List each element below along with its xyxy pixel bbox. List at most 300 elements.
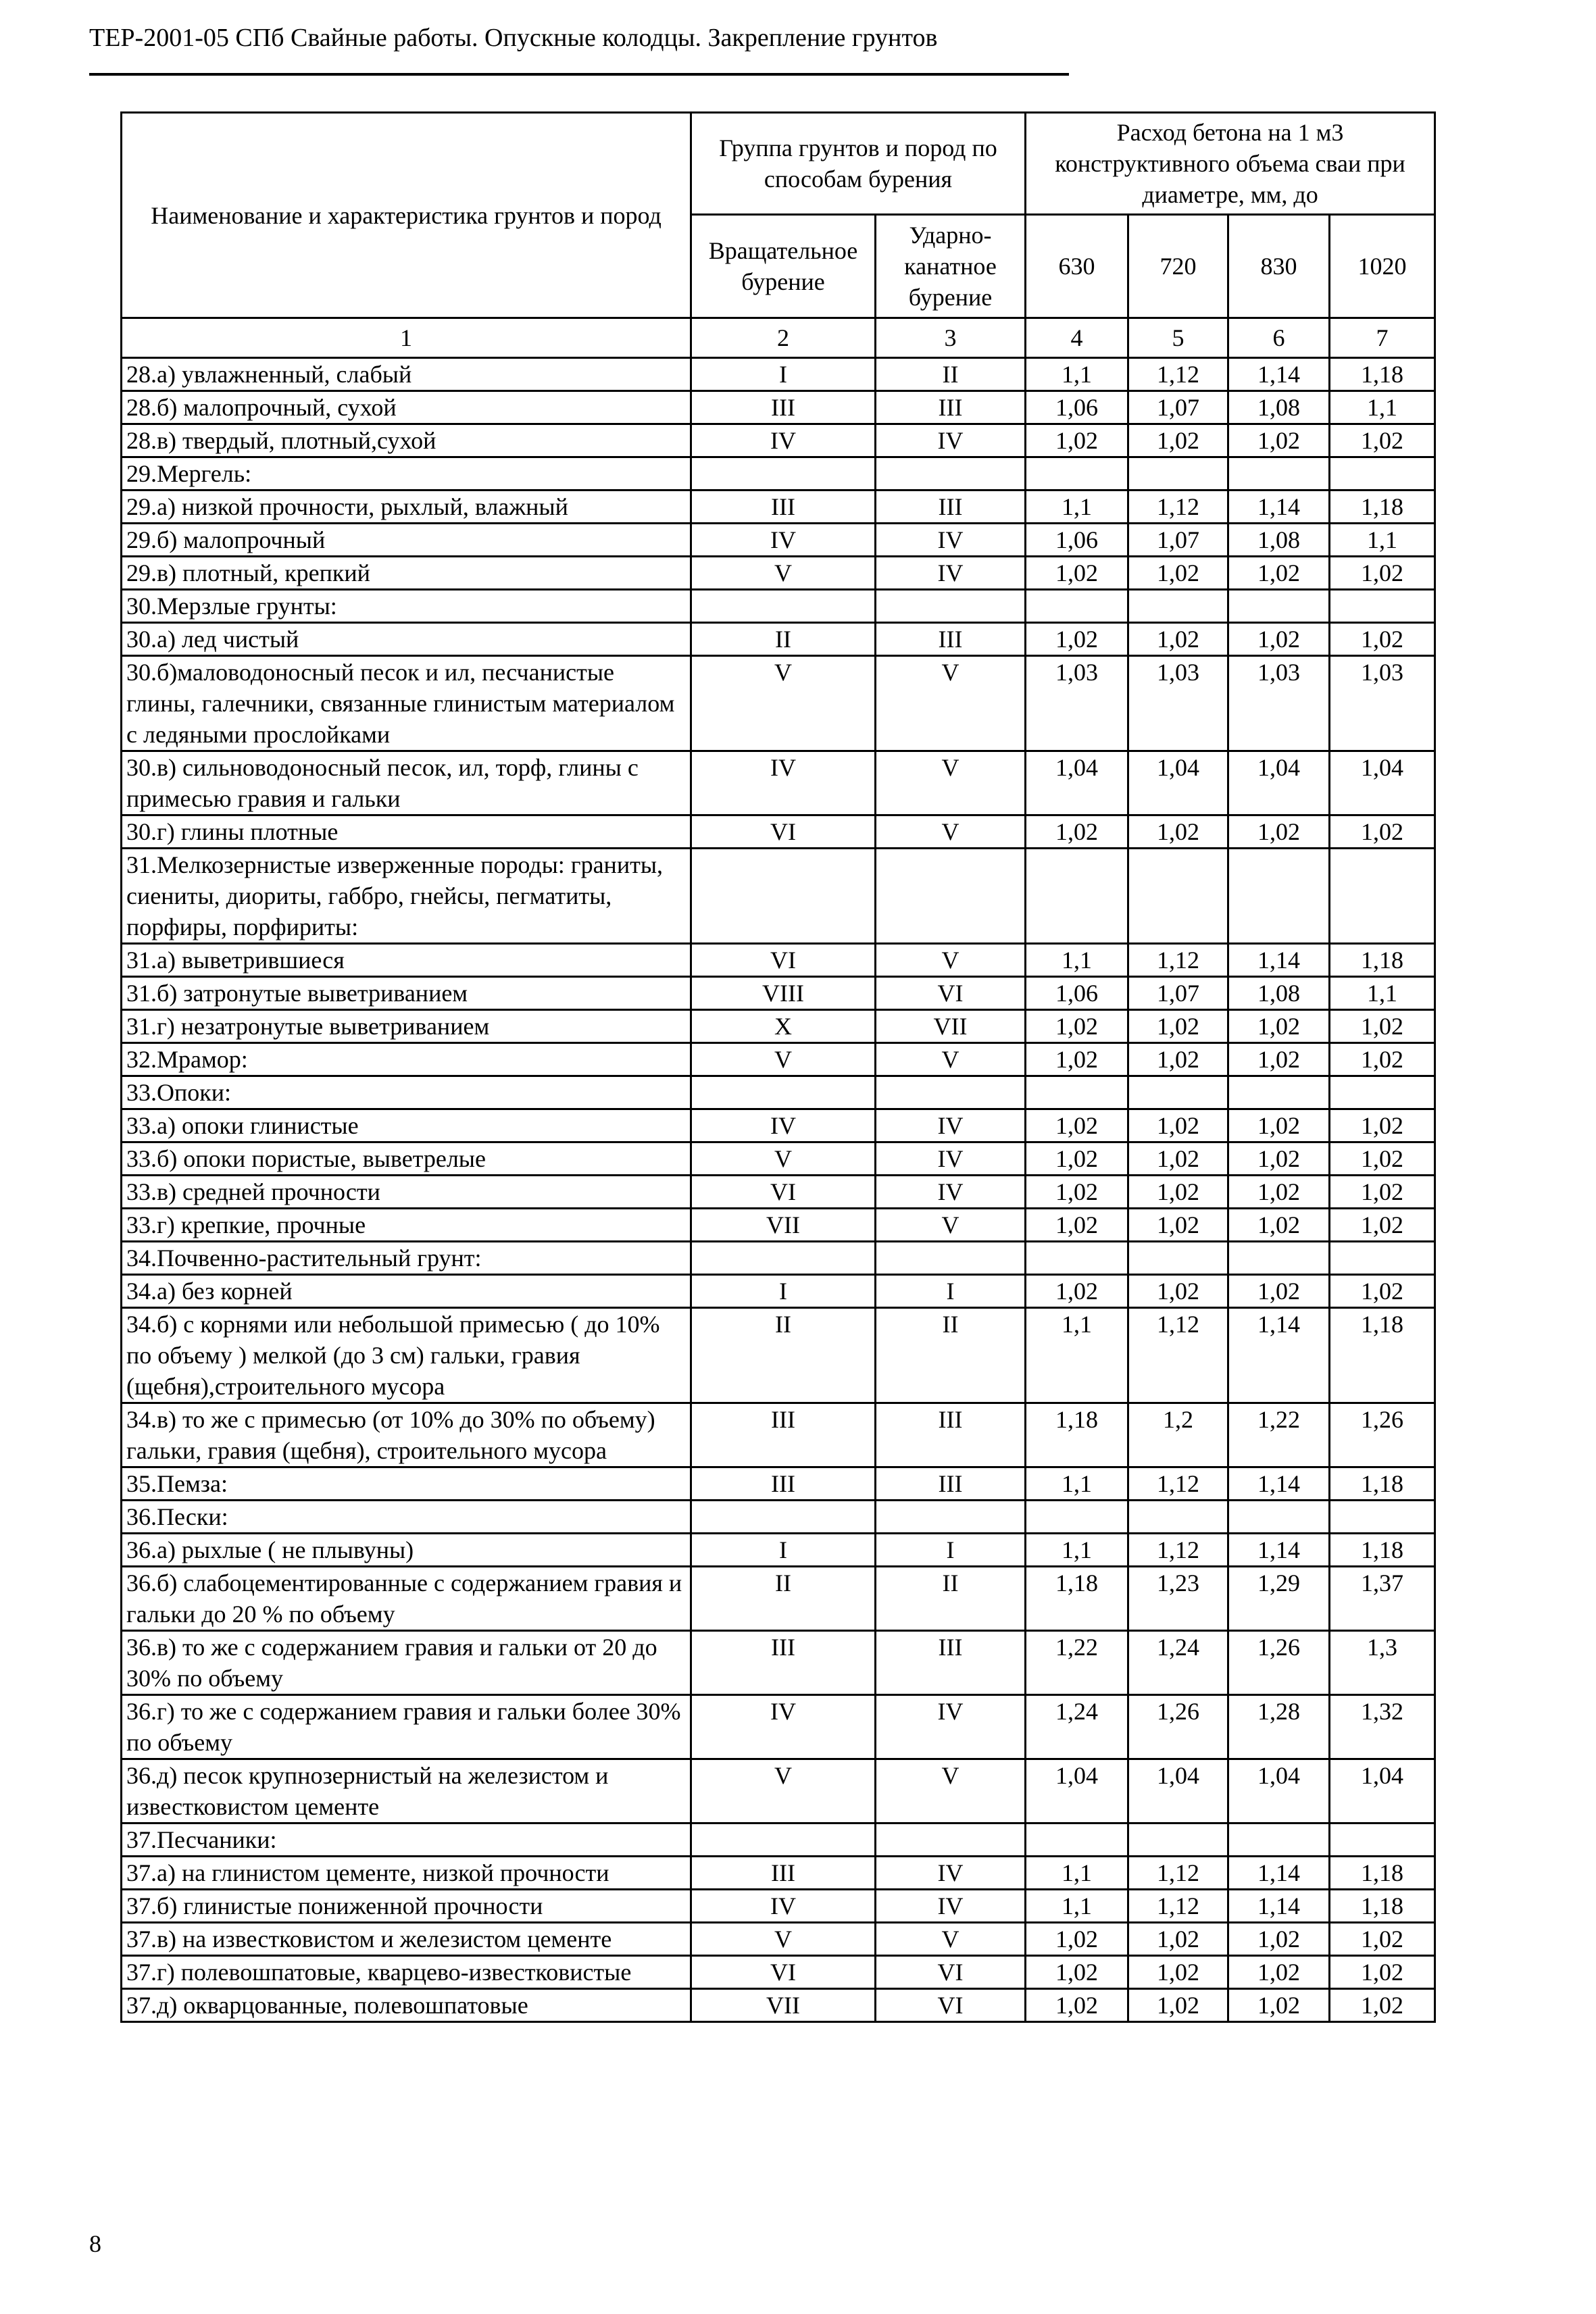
- soil-name-cell: 33.б) опоки пористые, выветрелые: [122, 1142, 691, 1176]
- percussion-group-cell: V: [876, 1043, 1026, 1076]
- table-row: [122, 491, 1435, 524]
- d1020-cell: 1,18: [1330, 1308, 1435, 1403]
- d830-cell: 1,02: [1228, 1142, 1330, 1176]
- d830-cell: 1,02: [1228, 623, 1330, 656]
- soil-name-cell: 36.в) то же с содержанием гравия и гальки от 20 до 30% по объему: [122, 1631, 691, 1695]
- d1020-cell: 1,02: [1330, 1176, 1435, 1209]
- percussion-group-cell: IV: [876, 1857, 1026, 1890]
- d720-cell: 1,23: [1128, 1567, 1228, 1631]
- soil-name-cell: 31.Мелкозернистые изверженные породы: граниты, сиениты, диориты, габбро, гнейсы, пегматиты, порфиры, порфириты:: [122, 849, 691, 944]
- percussion-group-cell: IV: [876, 557, 1026, 590]
- d830-cell: 1,14: [1228, 358, 1330, 391]
- d1020-cell: 1,02: [1330, 1956, 1435, 1989]
- percussion-group-cell: III: [876, 391, 1026, 424]
- rotary-group-cell: IV: [691, 751, 876, 815]
- d720-cell: 1,03: [1128, 656, 1228, 751]
- d720-cell: 1,02: [1128, 815, 1228, 849]
- d830-cell: 1,02: [1228, 1923, 1330, 1956]
- rotary-group-cell: III: [691, 1467, 876, 1501]
- percussion-group-cell: IV: [876, 424, 1026, 457]
- percussion-group-cell: V: [876, 1759, 1026, 1823]
- d630-cell: 1,02: [1026, 815, 1128, 849]
- percussion-group-cell: V: [876, 751, 1026, 815]
- d630-cell: 1,02: [1026, 424, 1128, 457]
- soil-name-cell: 36.Пески:: [122, 1501, 691, 1534]
- rotary-group-cell: [691, 1076, 876, 1109]
- rotary-group-cell: V: [691, 1043, 876, 1076]
- rotary-group-cell: [691, 1242, 876, 1275]
- d1020-cell: 1,02: [1330, 557, 1435, 590]
- d720-cell: 1,02: [1128, 1989, 1228, 2022]
- d630-cell: 1,02: [1026, 1275, 1128, 1308]
- percussion-group-cell: [876, 849, 1026, 944]
- d830-cell: [1228, 590, 1330, 623]
- table-row: [122, 358, 1435, 391]
- rotary-group-cell: IV: [691, 524, 876, 557]
- d1020-cell: 1,26: [1330, 1403, 1435, 1467]
- d630-cell: 1,02: [1026, 1142, 1128, 1176]
- d830-cell: 1,14: [1228, 1857, 1330, 1890]
- rotary-group-cell: II: [691, 1308, 876, 1403]
- percussion-group-cell: III: [876, 1403, 1026, 1467]
- d830-cell: 1,14: [1228, 1308, 1330, 1403]
- d630-cell: [1026, 1823, 1128, 1857]
- rotary-group-cell: IV: [691, 1109, 876, 1142]
- d720-cell: 1,02: [1128, 1142, 1228, 1176]
- d1020-cell: 1,18: [1330, 1534, 1435, 1567]
- table-row: [122, 751, 1435, 815]
- soil-name-cell: 30.а) лед чистый: [122, 623, 691, 656]
- rotary-group-cell: X: [691, 1010, 876, 1043]
- table-row: [122, 457, 1435, 491]
- d720-cell: 1,02: [1128, 424, 1228, 457]
- rotary-group-cell: IV: [691, 424, 876, 457]
- d720-cell: 1,02: [1128, 1043, 1228, 1076]
- rotary-group-cell: I: [691, 358, 876, 391]
- d630-cell: [1026, 1501, 1128, 1534]
- table-row: [122, 1857, 1435, 1890]
- table-row: [122, 1242, 1435, 1275]
- d1020-cell: 1,02: [1330, 1923, 1435, 1956]
- table-row: [122, 1308, 1435, 1403]
- table-row: [122, 1142, 1435, 1176]
- rotary-group-cell: [691, 1823, 876, 1857]
- d1020-cell: 1,02: [1330, 1043, 1435, 1076]
- soil-name-cell: 33.а) опоки глинистые: [122, 1109, 691, 1142]
- soil-name-cell: 29.б) малопрочный: [122, 524, 691, 557]
- table-row: [122, 590, 1435, 623]
- d1020-cell: 1,18: [1330, 1890, 1435, 1923]
- percussion-group-cell: IV: [876, 1890, 1026, 1923]
- d720-cell: [1128, 1242, 1228, 1275]
- d630-cell: 1,24: [1026, 1695, 1128, 1759]
- rotary-group-cell: [691, 457, 876, 491]
- rotary-group-cell: VII: [691, 1989, 876, 2022]
- d720-cell: 1,02: [1128, 1176, 1228, 1209]
- percussion-group-cell: IV: [876, 1695, 1026, 1759]
- d630-cell: 1,02: [1026, 1956, 1128, 1989]
- soil-name-cell: 37.г) полевошпатовые, кварцево-известковистые: [122, 1956, 691, 1989]
- d830-cell: 1,14: [1228, 944, 1330, 977]
- soil-name-cell: 33.в) средней прочности: [122, 1176, 691, 1209]
- d1020-cell: 1,02: [1330, 1989, 1435, 2022]
- d630-cell: 1,04: [1026, 1759, 1128, 1823]
- soil-name-cell: 37.а) на глинистом цементе, низкой прочности: [122, 1857, 691, 1890]
- d720-cell: 1,12: [1128, 1467, 1228, 1501]
- d630-cell: 1,02: [1026, 1010, 1128, 1043]
- percussion-group-cell: II: [876, 358, 1026, 391]
- d720-cell: 1,02: [1128, 623, 1228, 656]
- d830-cell: 1,02: [1228, 815, 1330, 849]
- d830-cell: 1,02: [1228, 1275, 1330, 1308]
- percussion-group-cell: [876, 590, 1026, 623]
- table-row: [122, 1209, 1435, 1242]
- soil-name-cell: 30.б)маловодоносный песок и ил, песчанистые глины, галечники, связанные глинистым материалом с ледяными прослойками: [122, 656, 691, 751]
- d830-cell: [1228, 849, 1330, 944]
- d720-cell: 1,07: [1128, 524, 1228, 557]
- d1020-cell: 1,02: [1330, 1010, 1435, 1043]
- table-row: [122, 1923, 1435, 1956]
- header-name: Наименование и характеристика грунтов и пород: [122, 113, 691, 318]
- rotary-group-cell: VII: [691, 1209, 876, 1242]
- d830-cell: 1,02: [1228, 1176, 1330, 1209]
- d1020-cell: 1,3: [1330, 1631, 1435, 1695]
- table-row: [122, 524, 1435, 557]
- d830-cell: 1,02: [1228, 1209, 1330, 1242]
- table-row: [122, 1631, 1435, 1695]
- table-row: [122, 1076, 1435, 1109]
- d830-cell: 1,02: [1228, 1109, 1330, 1142]
- d1020-cell: 1,1: [1330, 391, 1435, 424]
- d630-cell: [1026, 457, 1128, 491]
- soil-name-cell: 37.в) на известковистом и железистом цементе: [122, 1923, 691, 1956]
- d720-cell: 1,24: [1128, 1631, 1228, 1695]
- table-row: [122, 849, 1435, 944]
- header-d720: 720: [1128, 215, 1228, 318]
- d830-cell: 1,14: [1228, 491, 1330, 524]
- column-number: 7: [1330, 318, 1435, 358]
- soil-name-cell: 36.г) то же с содержанием гравия и гальки более 30% по объему: [122, 1695, 691, 1759]
- d830-cell: 1,14: [1228, 1534, 1330, 1567]
- column-number: 2: [691, 318, 876, 358]
- rotary-group-cell: I: [691, 1275, 876, 1308]
- soil-name-cell: 28.а) увлажненный, слабый: [122, 358, 691, 391]
- table-body: [122, 358, 1435, 2022]
- d830-cell: 1,04: [1228, 1759, 1330, 1823]
- d830-cell: 1,14: [1228, 1890, 1330, 1923]
- d1020-cell: [1330, 1823, 1435, 1857]
- rotary-group-cell: III: [691, 1403, 876, 1467]
- soil-name-cell: 28.б) малопрочный, сухой: [122, 391, 691, 424]
- rotary-group-cell: [691, 1501, 876, 1534]
- rotary-group-cell: [691, 590, 876, 623]
- percussion-group-cell: V: [876, 815, 1026, 849]
- d1020-cell: 1,1: [1330, 977, 1435, 1010]
- soil-name-cell: 33.Опоки:: [122, 1076, 691, 1109]
- d720-cell: 1,02: [1128, 1010, 1228, 1043]
- d630-cell: 1,02: [1026, 1176, 1128, 1209]
- table-row: [122, 1275, 1435, 1308]
- table-row: [122, 1823, 1435, 1857]
- d630-cell: 1,1: [1026, 1890, 1128, 1923]
- table-row: [122, 1010, 1435, 1043]
- percussion-group-cell: I: [876, 1534, 1026, 1567]
- d1020-cell: 1,02: [1330, 1142, 1435, 1176]
- soil-name-cell: 37.Песчаники:: [122, 1823, 691, 1857]
- soil-name-cell: 36.а) рыхлые ( не плывуны): [122, 1534, 691, 1567]
- d830-cell: [1228, 1823, 1330, 1857]
- soil-name-cell: 31.б) затронутые выветриванием: [122, 977, 691, 1010]
- percussion-group-cell: V: [876, 656, 1026, 751]
- soil-name-cell: 34.б) с корнями или небольшой примесью ( до 10% по объему ) мелкой (до 3 см) гальки, гравия (щебня),строительного мусора: [122, 1308, 691, 1403]
- d1020-cell: 1,1: [1330, 524, 1435, 557]
- soil-name-cell: 33.г) крепкие, прочные: [122, 1209, 691, 1242]
- soil-name-cell: 36.д) песок крупнозернистый на железистом и известковистом цементе: [122, 1759, 691, 1823]
- percussion-group-cell: V: [876, 944, 1026, 977]
- d830-cell: 1,02: [1228, 424, 1330, 457]
- soil-name-cell: 32.Мрамор:: [122, 1043, 691, 1076]
- soil-name-cell: 29.в) плотный, крепкий: [122, 557, 691, 590]
- percussion-group-cell: VI: [876, 1989, 1026, 2022]
- d630-cell: 1,06: [1026, 524, 1128, 557]
- table-row: [122, 1759, 1435, 1823]
- d630-cell: 1,02: [1026, 557, 1128, 590]
- d630-cell: [1026, 849, 1128, 944]
- table-row: [122, 1467, 1435, 1501]
- percussion-group-cell: [876, 1076, 1026, 1109]
- d830-cell: [1228, 1501, 1330, 1534]
- column-number: 5: [1128, 318, 1228, 358]
- d1020-cell: 1,18: [1330, 944, 1435, 977]
- d630-cell: 1,1: [1026, 1467, 1128, 1501]
- d720-cell: 1,12: [1128, 1308, 1228, 1403]
- d1020-cell: 1,18: [1330, 1467, 1435, 1501]
- table-row: [122, 1403, 1435, 1467]
- table-row: [122, 977, 1435, 1010]
- table-row: [122, 944, 1435, 977]
- d720-cell: 1,26: [1128, 1695, 1228, 1759]
- d630-cell: 1,02: [1026, 623, 1128, 656]
- soil-name-cell: 29.а) низкой прочности, рыхлый, влажный: [122, 491, 691, 524]
- table-row: [122, 1695, 1435, 1759]
- soil-name-cell: 35.Пемза:: [122, 1467, 691, 1501]
- rotary-group-cell: VI: [691, 944, 876, 977]
- rotary-group-cell: VI: [691, 815, 876, 849]
- header-percussion: Ударно-канатное бурение: [876, 215, 1026, 318]
- d1020-cell: [1330, 1242, 1435, 1275]
- table-row: [122, 1176, 1435, 1209]
- header-rule: [89, 73, 1069, 76]
- d1020-cell: [1330, 457, 1435, 491]
- soil-name-cell: 30.г) глины плотные: [122, 815, 691, 849]
- page-number: 8: [89, 2230, 101, 2257]
- d1020-cell: 1,03: [1330, 656, 1435, 751]
- d630-cell: 1,1: [1026, 491, 1128, 524]
- d830-cell: 1,03: [1228, 656, 1330, 751]
- soil-concrete-table: [120, 111, 1436, 2023]
- percussion-group-cell: II: [876, 1567, 1026, 1631]
- soil-name-cell: 31.а) выветрившиеся: [122, 944, 691, 977]
- d720-cell: 1,02: [1128, 557, 1228, 590]
- d1020-cell: 1,32: [1330, 1695, 1435, 1759]
- d630-cell: [1026, 1076, 1128, 1109]
- d630-cell: 1,1: [1026, 1857, 1128, 1890]
- d830-cell: 1,14: [1228, 1467, 1330, 1501]
- rotary-group-cell: III: [691, 391, 876, 424]
- header-d630: 630: [1026, 215, 1128, 318]
- header-d1020: 1020: [1330, 215, 1435, 318]
- d720-cell: 1,12: [1128, 1857, 1228, 1890]
- rotary-group-cell: IV: [691, 1890, 876, 1923]
- soil-name-cell: 34.а) без корней: [122, 1275, 691, 1308]
- table-row: [122, 623, 1435, 656]
- soil-name-cell: 29.Мергель:: [122, 457, 691, 491]
- rotary-group-cell: III: [691, 1857, 876, 1890]
- percussion-group-cell: VI: [876, 1956, 1026, 1989]
- soil-name-cell: 34.Почвенно-растительный грунт:: [122, 1242, 691, 1275]
- d1020-cell: [1330, 1076, 1435, 1109]
- rotary-group-cell: V: [691, 1142, 876, 1176]
- d720-cell: 1,02: [1128, 1923, 1228, 1956]
- soil-name-cell: 34.в) то же с примесью (от 10% до 30% по объему) гальки, гравия (щебня), строительного мусора: [122, 1403, 691, 1467]
- d720-cell: 1,12: [1128, 1890, 1228, 1923]
- d1020-cell: 1,18: [1330, 358, 1435, 391]
- rotary-group-cell: [691, 849, 876, 944]
- d720-cell: 1,2: [1128, 1403, 1228, 1467]
- d630-cell: 1,1: [1026, 358, 1128, 391]
- d830-cell: 1,29: [1228, 1567, 1330, 1631]
- column-number: 6: [1228, 318, 1330, 358]
- d720-cell: 1,02: [1128, 1275, 1228, 1308]
- rotary-group-cell: VI: [691, 1956, 876, 1989]
- rotary-group-cell: III: [691, 491, 876, 524]
- header-d830: 830: [1228, 215, 1330, 318]
- d830-cell: 1,04: [1228, 751, 1330, 815]
- d630-cell: 1,1: [1026, 1308, 1128, 1403]
- rotary-group-cell: V: [691, 1923, 876, 1956]
- d1020-cell: 1,37: [1330, 1567, 1435, 1631]
- d1020-cell: 1,04: [1330, 751, 1435, 815]
- rotary-group-cell: I: [691, 1534, 876, 1567]
- percussion-group-cell: VI: [876, 977, 1026, 1010]
- d830-cell: 1,02: [1228, 1043, 1330, 1076]
- d630-cell: [1026, 590, 1128, 623]
- soil-name-cell: 36.б) слабоцементированные с содержанием гравия и гальки до 20 % по объему: [122, 1567, 691, 1631]
- table-row: [122, 1534, 1435, 1567]
- percussion-group-cell: V: [876, 1923, 1026, 1956]
- d830-cell: 1,22: [1228, 1403, 1330, 1467]
- percussion-group-cell: V: [876, 1209, 1026, 1242]
- d1020-cell: 1,02: [1330, 1109, 1435, 1142]
- d720-cell: 1,07: [1128, 977, 1228, 1010]
- d630-cell: 1,04: [1026, 751, 1128, 815]
- d630-cell: 1,02: [1026, 1923, 1128, 1956]
- d830-cell: 1,08: [1228, 524, 1330, 557]
- column-number: 4: [1026, 318, 1128, 358]
- percussion-group-cell: III: [876, 491, 1026, 524]
- d720-cell: 1,12: [1128, 358, 1228, 391]
- d720-cell: 1,04: [1128, 1759, 1228, 1823]
- d720-cell: 1,02: [1128, 1956, 1228, 1989]
- soil-name-cell: 31.г) незатронутые выветриванием: [122, 1010, 691, 1043]
- percussion-group-cell: III: [876, 1467, 1026, 1501]
- d1020-cell: 1,04: [1330, 1759, 1435, 1823]
- percussion-group-cell: [876, 1501, 1026, 1534]
- d1020-cell: 1,02: [1330, 623, 1435, 656]
- d830-cell: 1,02: [1228, 1956, 1330, 1989]
- d1020-cell: 1,02: [1330, 1209, 1435, 1242]
- d720-cell: 1,02: [1128, 1209, 1228, 1242]
- soil-name-cell: 30.Мерзлые грунты:: [122, 590, 691, 623]
- percussion-group-cell: IV: [876, 1176, 1026, 1209]
- percussion-group-cell: [876, 457, 1026, 491]
- column-number: 3: [876, 318, 1026, 358]
- d1020-cell: [1330, 849, 1435, 944]
- d720-cell: 1,02: [1128, 1109, 1228, 1142]
- percussion-group-cell: IV: [876, 1109, 1026, 1142]
- d1020-cell: [1330, 590, 1435, 623]
- table-row: [122, 1109, 1435, 1142]
- table-row: [122, 1567, 1435, 1631]
- rotary-group-cell: VI: [691, 1176, 876, 1209]
- d630-cell: 1,02: [1026, 1209, 1128, 1242]
- d830-cell: [1228, 1076, 1330, 1109]
- d630-cell: 1,22: [1026, 1631, 1128, 1695]
- d830-cell: 1,02: [1228, 557, 1330, 590]
- header-group: Группа грунтов и пород по способам бурения: [691, 113, 1026, 215]
- d720-cell: 1,12: [1128, 491, 1228, 524]
- d720-cell: [1128, 849, 1228, 944]
- column-number: 1: [122, 318, 691, 358]
- d630-cell: 1,18: [1026, 1567, 1128, 1631]
- d630-cell: 1,02: [1026, 1109, 1128, 1142]
- d830-cell: [1228, 457, 1330, 491]
- percussion-group-cell: [876, 1242, 1026, 1275]
- rotary-group-cell: III: [691, 1631, 876, 1695]
- table-row: [122, 391, 1435, 424]
- d1020-cell: 1,02: [1330, 424, 1435, 457]
- d720-cell: 1,07: [1128, 391, 1228, 424]
- table-row: [122, 424, 1435, 457]
- rotary-group-cell: V: [691, 1759, 876, 1823]
- d1020-cell: 1,02: [1330, 1275, 1435, 1308]
- soil-name-cell: 30.в) сильноводоносный песок, ил, торф, глины с примесью гравия и гальки: [122, 751, 691, 815]
- d720-cell: 1,12: [1128, 944, 1228, 977]
- d630-cell: 1,02: [1026, 1043, 1128, 1076]
- table-row: [122, 815, 1435, 849]
- rotary-group-cell: II: [691, 1567, 876, 1631]
- percussion-group-cell: [876, 1823, 1026, 1857]
- table-row: [122, 1956, 1435, 1989]
- d630-cell: 1,03: [1026, 656, 1128, 751]
- d830-cell: 1,08: [1228, 391, 1330, 424]
- table-row: [122, 1989, 1435, 2022]
- d720-cell: [1128, 457, 1228, 491]
- d630-cell: 1,06: [1026, 391, 1128, 424]
- d830-cell: [1228, 1242, 1330, 1275]
- soil-name-cell: 28.в) твердый, плотный,сухой: [122, 424, 691, 457]
- soil-name-cell: 37.б) глинистые пониженной прочности: [122, 1890, 691, 1923]
- d630-cell: 1,1: [1026, 944, 1128, 977]
- d720-cell: [1128, 1501, 1228, 1534]
- table-row: [122, 1890, 1435, 1923]
- percussion-group-cell: IV: [876, 524, 1026, 557]
- d630-cell: 1,02: [1026, 1989, 1128, 2022]
- rotary-group-cell: VIII: [691, 977, 876, 1010]
- d630-cell: 1,06: [1026, 977, 1128, 1010]
- d830-cell: 1,28: [1228, 1695, 1330, 1759]
- d630-cell: [1026, 1242, 1128, 1275]
